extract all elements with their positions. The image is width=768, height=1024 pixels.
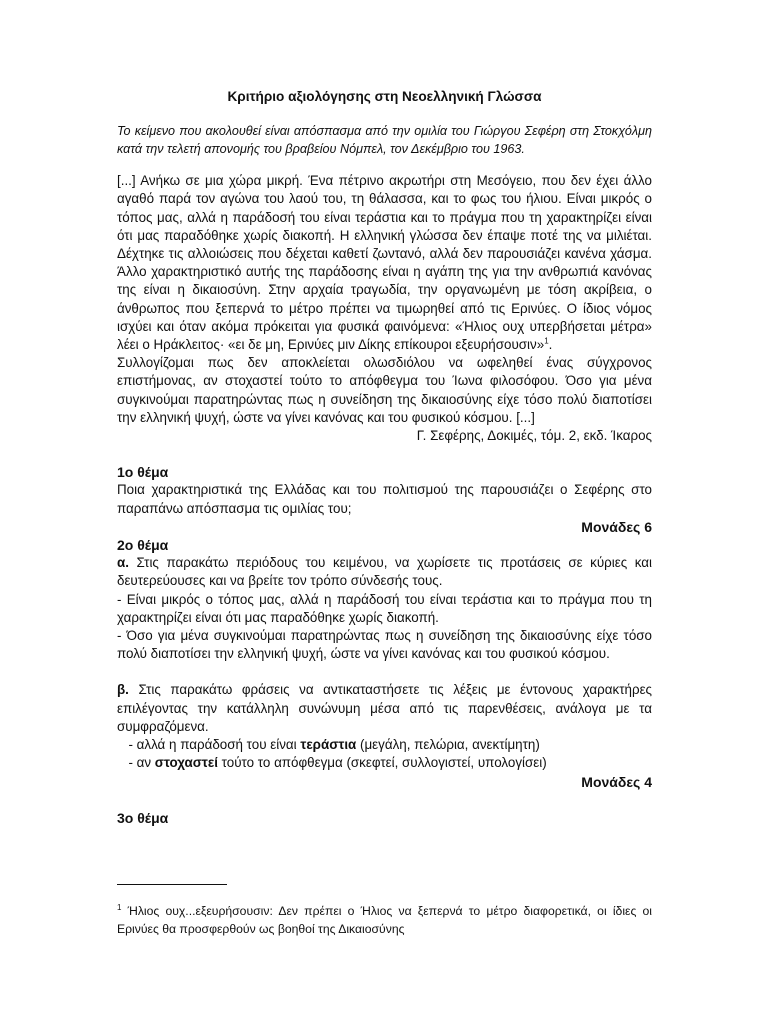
topic2-marks: Μονάδες 4 <box>581 773 652 790</box>
footnote-text: Ήλιος ουχ...εξευρήσουσιν: Δεν πρέπει ο Ήλιος να ξεπερνά το μέτρο διαφορετικά, οι ίδιες οι Ερινύες θα προσφερθούν ως βοηθοί της Δικαιοσύνης <box>117 904 652 937</box>
footnote-reference[interactable]: 1 <box>544 336 549 346</box>
passage-paragraph-2: Συλλογίζομαι πως δεν αποκλείεται ολωσδιόλου να ωφεληθεί ένας σύγχρονος επιστήμονας, αν στοχαστεί τούτο το απόφθεγμα του Ίωνα φιλοσόφου. Όσο για μένα συγκινούμαι παρατηρώντας πως η συνείδηση της δικαιοσύνης είχε τόσο πολύ διαποτίσει την ελληνική ψυχή, ώστε να γίνει κανόνας και του φυσικού κόσμου. [...] <box>117 355 652 425</box>
topic2-b-item-1 <box>117 736 652 754</box>
topic2-a-label: α. <box>117 555 129 571</box>
topic2-a-item-2: - Όσο για μένα συγκινούμαι παρατηρώντας πως η συνείδηση της δικαιοσύνης είχε τόσο πολύ διαποτίσει την ελληνική ψυχή, ώστε να γίνει κανόνας και του φυσικού κόσμου. <box>117 628 652 662</box>
topic2-b-item-1-pre: - αλλά η παράδοσή του είναι <box>128 737 301 753</box>
topic2-b-item-2-word: στοχαστεί <box>154 755 218 771</box>
topic2-b-label: β. <box>117 682 129 698</box>
topic2-b-item-2-pre: - αν <box>128 755 155 771</box>
footnote-number: 1 <box>117 903 122 913</box>
topic2-b-item-1-word: τεράστια <box>300 737 357 753</box>
passage-paragraph-1 <box>117 172 652 354</box>
topic2-a-item-1: - Είναι μικρός ο τόπος μας, αλλά η παράδοσή του είναι τεράστια και το πράγμα που τη χαρακτηρίζει είναι ότι μας παραδόθηκε χωρίς διακοπή. <box>117 591 652 625</box>
footnote <box>117 902 652 938</box>
topic3-heading: 3ο θέμα <box>117 809 169 826</box>
topic2-b-item-1-post: (μεγάλη, πελώρια, ανεκτίμητη) <box>356 737 540 753</box>
document-title: Κριτήριο αξιολόγησης στη Νεοελληνική Γλώσσα <box>227 89 542 104</box>
passage-text-1-end: . <box>548 337 553 353</box>
topic2-heading: 2ο θέμα <box>117 537 169 554</box>
footnote-separator <box>117 884 227 885</box>
topic1-marks: Μονάδες 6 <box>581 518 652 535</box>
topic1-question: Ποια χαρακτηριστικά της Ελλάδας και του πολιτισμού της παρουσιάζει ο Σεφέρης στο παραπάνω απόσπασμα τις ομιλίας του; <box>117 482 652 516</box>
topic2-b-item-2 <box>117 754 652 772</box>
topic2-a-question <box>117 554 652 590</box>
spacer <box>117 663 652 681</box>
passage-source: Γ. Σεφέρης, Δοκιμές, τόμ. 2, εκδ. Ίκαρος <box>416 428 652 444</box>
topic1-heading: 1ο θέμα <box>117 464 169 481</box>
passage-text-1: [...] Ανήκω σε μια χώρα μικρή. Ένα πέτρινο ακρωτήρι στη Μεσόγειο, που δεν έχει άλλο αγαθό παρά τον αγώνα του λαού του, τη θάλασσα, και το φως του ήλιου. Είναι μικρός ο τόπος μας, αλλά η παράδοσή του είναι τεράστια και το πράγμα που τη χαρακτηρίζει είναι ότι μας παραδόθηκε χωρίς διακοπή. Η ελληνική γλώσσα δεν έπαψε ποτέ της να μιλιέται. Δέχτηκε τις αλλοιώσεις που δέχεται καθετί ζωντανό, αλλά δεν παρουσιάζει κανένα χάσμα. Άλλο χαρακτηριστικό αυτής της παράδοσης είναι η αγάπη της για την ανθρωπιά κανόνας της είναι η δικαιοσύνη. Στην αρχαία τραγωδία, την οργανωμένη με τόση ακρίβεια, ο άνθρωπος που ξεπερνά το μέτρο πρέπει να τιμωρηθεί από τις Ερινύες. Ο ίδιος νόμος ισχύει και όταν ακόμα πρόκειται για φυσικά φαινόμενα: «Ήλιος ουχ υπερβήσεται μέτρα» λέει ο Ηράκλειτος· «ει δε μη, Ερινύες μιν Δίκης επίκουροι εξευρήσουσιν» <box>117 173 652 353</box>
topic2-b-question <box>117 681 652 736</box>
document-page <box>117 88 652 827</box>
intro-paragraph: Το κείμενο που ακολουθεί είναι απόσπασμα από την ομιλία του Γιώργου Σεφέρη στη Στοκχόλμη κατά την τελετή απονομής του βραβείου Νόμπελ, τον Δεκέμβριο του 1963. <box>117 124 652 157</box>
topic2-b-text: Στις παρακάτω φράσεις να αντικαταστήσετε τις λέξεις με έντονους χαρακτήρες επιλέγοντας την κατάλληλη συνώνυμη μέσα από τις παρενθέσεις, ανάλογα με τα συμφραζόμενα. <box>117 682 652 734</box>
topic2-b-item-2-post: τούτο το απόφθεγμα (σκεφτεί, συλλογιστεί, υπολογίσει) <box>217 755 547 771</box>
spacer <box>117 791 652 809</box>
topic2-a-text: Στις παρακάτω περιόδους του κειμένου, να χωρίσετε τις προτάσεις σε κύριες και δευτερεύουσες και να βρείτε τον τρόπο σύνδεσής τους. <box>117 555 652 589</box>
